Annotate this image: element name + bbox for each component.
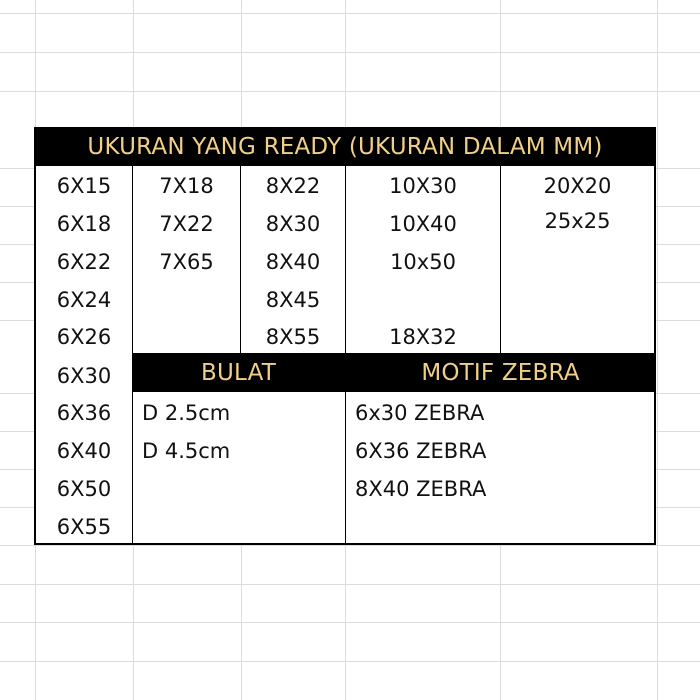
bulat-item: D 4.5cm <box>142 439 231 463</box>
zebra-header: MOTIF ZEBRA <box>345 353 656 392</box>
size-cell: 25x25 <box>544 209 611 233</box>
size-cell: 6X30 <box>56 364 112 388</box>
size-cell: 6X22 <box>56 250 112 274</box>
size-cell: 7X65 <box>159 250 214 274</box>
grid-row-line <box>0 545 700 546</box>
zebra-item: 8X40 ZEBRA <box>355 477 487 501</box>
zebra-item: 6X36 ZEBRA <box>355 439 487 463</box>
size-cell: 8X30 <box>265 212 321 236</box>
size-cell: 10X30 <box>389 174 457 198</box>
size-cell: 6X26 <box>56 325 112 349</box>
size-cell: 18X32 <box>389 325 457 349</box>
size-cell: 6X55 <box>56 515 112 539</box>
size-cell: 8X55 <box>265 325 321 349</box>
size-cell: 6X36 <box>56 401 112 425</box>
size-table <box>34 127 656 545</box>
size-cell: 6X18 <box>56 212 112 236</box>
size-cell: 10x50 <box>390 250 456 274</box>
bulat-item: D 2.5cm <box>142 401 231 425</box>
size-cell: 6X15 <box>56 174 112 198</box>
size-cell: 6X24 <box>56 288 112 312</box>
grid-row-line <box>0 622 700 623</box>
bulat-header: BULAT <box>132 353 345 392</box>
table-title: UKURAN YANG READY (UKURAN DALAM MM) <box>34 127 656 166</box>
grid-col-line <box>657 0 658 700</box>
grid-row-line <box>0 13 700 14</box>
size-cell: 7X22 <box>159 212 214 236</box>
size-cell: 7X18 <box>159 174 214 198</box>
grid-row-line <box>0 52 700 53</box>
grid-row-line <box>0 91 700 92</box>
size-cell: 8X40 <box>265 250 321 274</box>
size-cell: 8X22 <box>265 174 321 198</box>
table-border-right <box>654 127 656 545</box>
size-cell: 20X20 <box>543 174 612 198</box>
grid-row-line <box>0 584 700 585</box>
size-cell: 6X50 <box>56 477 112 501</box>
size-cell: 6X40 <box>56 439 112 463</box>
size-cell: 10X40 <box>389 212 457 236</box>
size-cell: 8X45 <box>265 288 321 312</box>
grid-row-line <box>0 661 700 662</box>
zebra-item: 6x30 ZEBRA <box>355 401 485 425</box>
